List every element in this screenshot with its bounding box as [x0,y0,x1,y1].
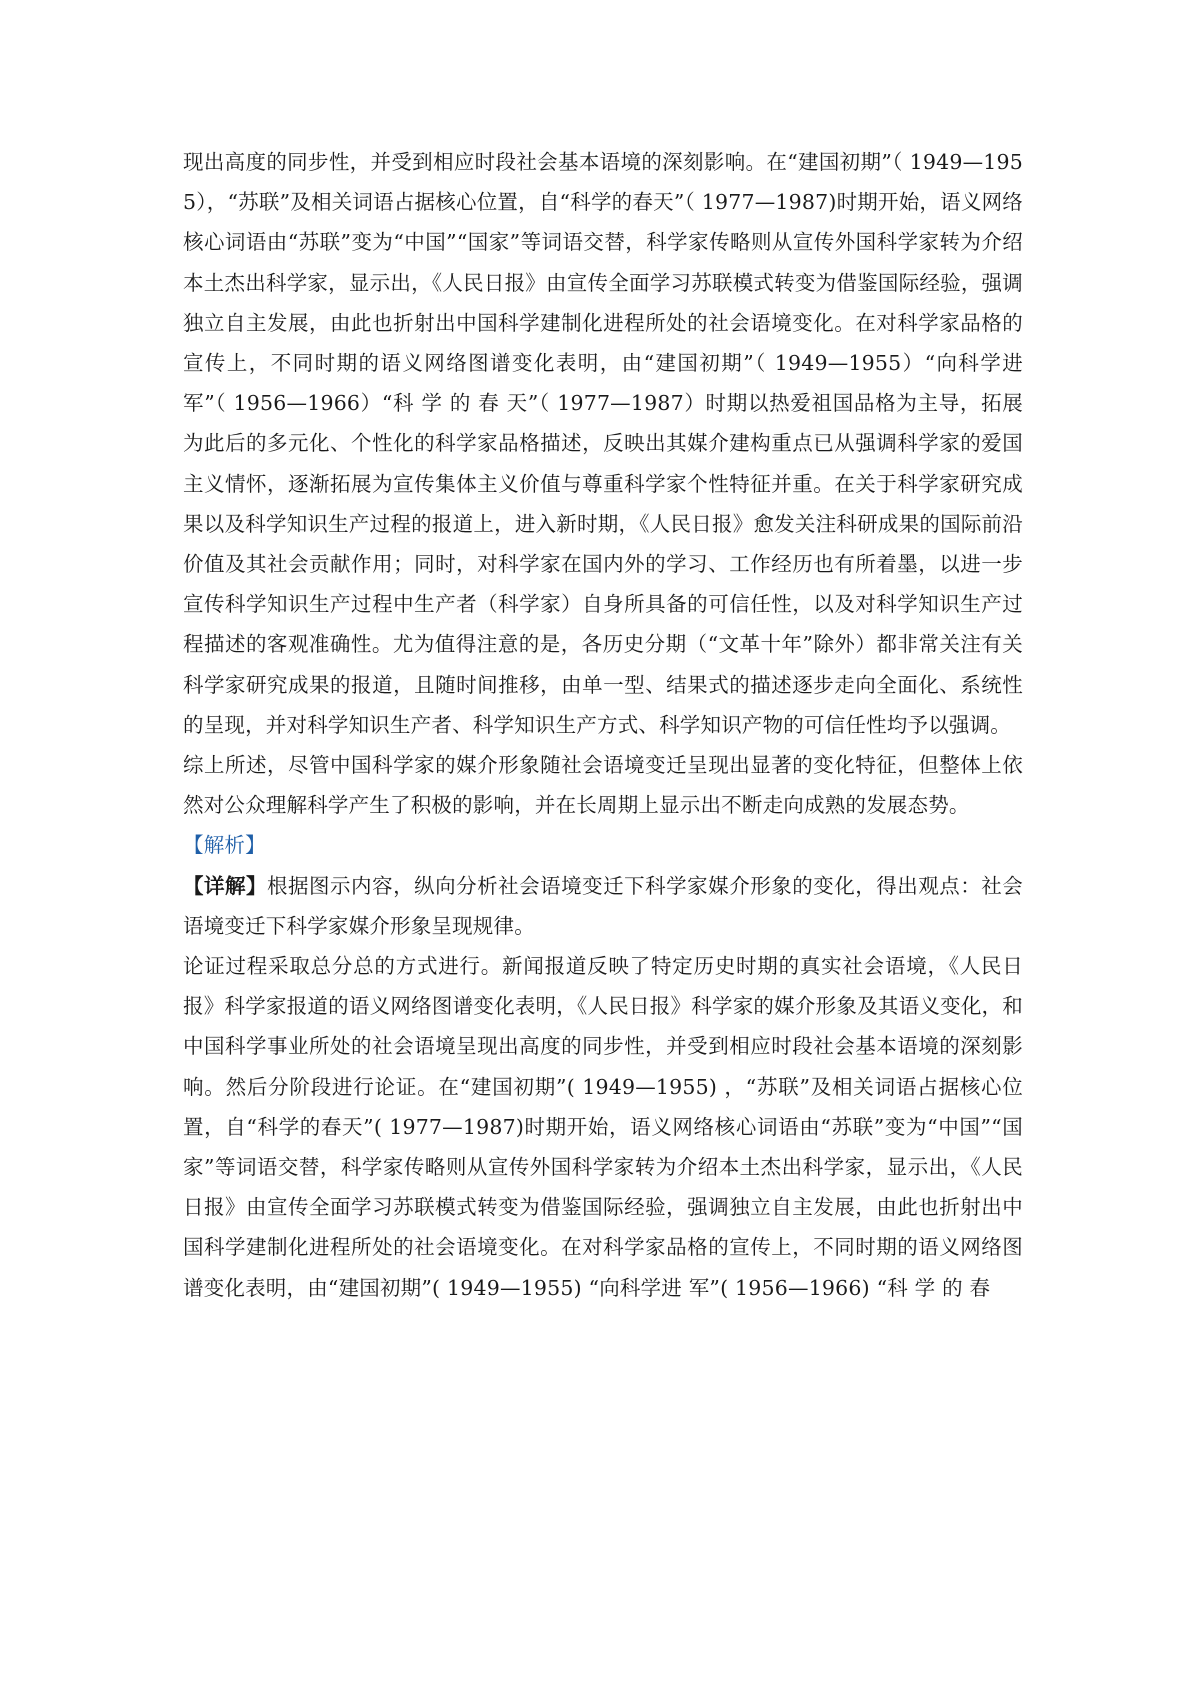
answer-paragraph-2: 综上所述，尽管中国科学家的媒介形象随社会语境变迁呈现出显著的变化特征，但整体上依然对公众理解科学产生了积极的影响，并在长周期上显示出不断走向成熟的发展态势。 [183,753,1023,818]
detail-text: 根据图示内容，纵向分析社会语境变迁下科学家媒介形象的变化，得出观点：社会语境变迁下科学家媒介形象呈现规律。 [183,873,1023,938]
answer-paragraph-1: 现出高度的同步性，并受到相应时段社会基本语境的深刻影响。在“建国初期”（ 1949—1955），“苏联”及相关词语占据核心位置，自“科学的春天”（ 1977—1987)时期开始，语义网络核心词语由“苏联”变为“中国”“国家”等词语交替，科学家传略则从宣传外国科学家转为介绍本土杰出科学家，显示出，《人民日报》由宣传全面学习苏联模式转变为借鉴国际经验，强调独立自主发展，由此也折射出中国科学建制化进程所处的社会语境变化。在对科学家品格的宣传上，不同时期的语义网络图谱变化表明，由“建国初期”（ 1949—1955）“向科学进 军”（ 1956—1966）“科 学 的 春 天”（ 1977—1987）时期以热爱祖国品格为主导，拓展为此后的多元化、个性化的科学家品格描述，反映出其媒介建构重点已从强调科学家的爱国主义情怀，逐渐拓展为宣传集体主义价值与尊重科学家个性特征并重。在关于科学家研究成果以及科学知识生产过程的报道上，进入新时期，《人民日报》愈发关注科研成果的国际前沿价值及其社会贡献作用；同时，对科学家在国内外的学习、工作经历也有所着墨，以进一步宣传科学知识生产过程中生产者（科学家）自身所具备的可信任性，以及对科学知识生产过程描述的客观准确性。尤为值得注意的是，各历史分期（“文革十年”除外）都非常关注有关科学家研究成果的报道，且随时间推移，由单一型、结果式的描述逐步走向全面化、系统性的呈现，并对科学知识生产者、科学知识生产方式、科学知识产物的可信任性均予以强调。 [183,150,1023,737]
argument-paragraph: 论证过程采取总分总的方式进行。新闻报道反映了特定历史时期的真实社会语境，《人民日报》科学家报道的语义网络图谱变化表明，《人民日报》科学家的媒介形象及其语义变化，和中国科学事业所处的社会语境呈现出高度的同步性，并受到相应时段社会基本语境的深刻影响。然后分阶段进行论证。在“建国初期”( 1949—1955) ，“苏联”及相关词语占据核心位置，自“科学的春天”( 1977—1987)时期开始，语义网络核心词语由“苏联”变为“中国”“国家”等词语交替，科学家传略则从宣传外国科学家转为介绍本土杰出科学家，显示出，《人民日报》由宣传全面学习苏联模式转变为借鉴国际经验，强调独立自主发展，由此也折射出中国科学建制化进程所处的社会语境变化。在对科学家品格的宣传上，不同时期的语义网络图谱变化表明，由“建国初期”( 1949—1955) “向科学进 军”( 1956—1966) “科 学 的 春 [183,954,1023,1300]
analysis-tag: 【解析】 [183,833,266,858]
detail-tag: 【详解】 [183,873,268,898]
document-page [183,142,1023,1308]
analysis-heading [183,825,1023,865]
detail-paragraph [183,866,1023,946]
